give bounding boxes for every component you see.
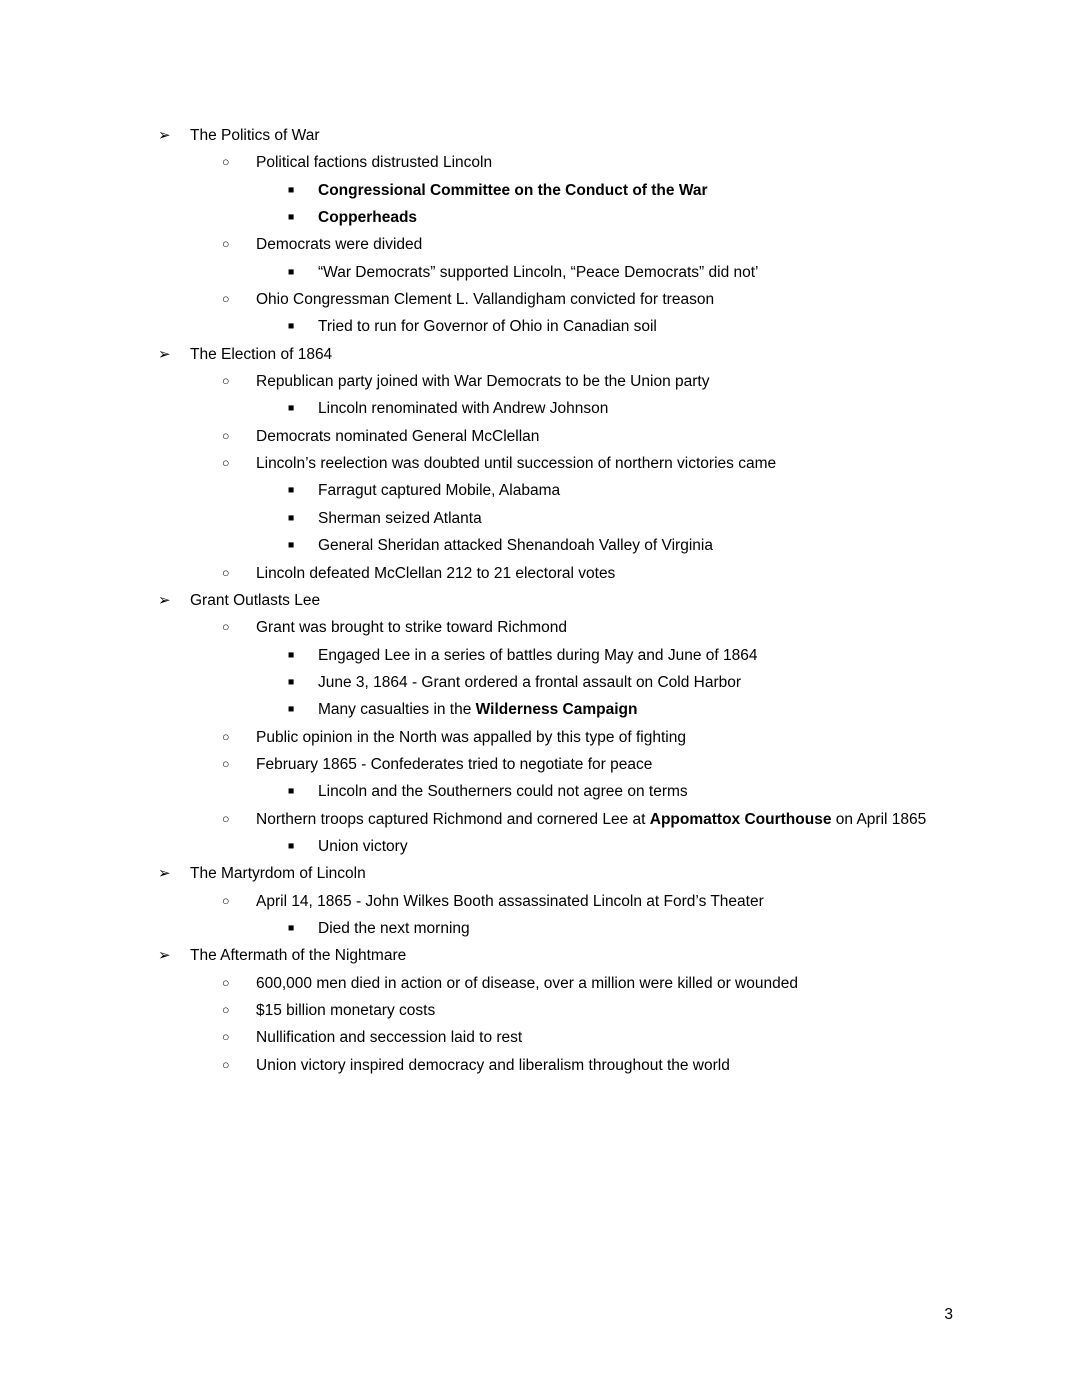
list-item	[0, 669, 1080, 696]
list-item-text: Public opinion in the North was appalled by this type of fighting	[256, 728, 686, 746]
list-item	[0, 177, 1080, 204]
list-item-text: “War Democrats” supported Lincoln, “Peace Democrats” did not’	[318, 263, 759, 281]
list-item	[0, 1024, 1080, 1051]
bullet-arrow-icon: ➢	[158, 345, 171, 363]
bullet-circle-icon: ○	[222, 756, 230, 771]
list-item	[0, 423, 1080, 450]
list-item	[0, 833, 1080, 860]
list-item	[0, 1052, 1080, 1079]
bullet-circle-icon: ○	[222, 456, 230, 471]
list-item-text: Farragut captured Mobile, Alabama	[318, 482, 561, 500]
bullet-list	[0, 122, 1080, 1079]
list-item-text: Congressional Committee on the Conduct of the War	[318, 181, 708, 199]
bullet-circle-icon: ○	[222, 155, 230, 170]
list-item-text: Engaged Lee in a series of battles during May and June of 1864	[318, 646, 758, 664]
list-item	[0, 450, 1080, 477]
list-item-text: $15 billion monetary costs	[256, 1002, 436, 1019]
list-item-text: February 1865 - Confederates tried to negotiate for peace	[256, 755, 653, 773]
list-item-text: Democrats nominated General McClellan	[256, 427, 540, 445]
list-item	[0, 259, 1080, 286]
list-item-text: Northern troops captured Richmond and cornered Lee at Appomattox Courthouse on April 1865	[256, 810, 927, 828]
bullet-square-icon: ■	[288, 183, 295, 196]
list-item-text: April 14, 1865 - John Wilkes Booth assassinated Lincoln at Ford’s Theater	[256, 892, 764, 910]
bullet-circle-icon: ○	[222, 1030, 230, 1045]
list-item	[0, 204, 1080, 231]
bullet-circle-icon: ○	[222, 1003, 230, 1017]
list-item	[0, 642, 1080, 669]
list-item-text: Lincoln’s reelection was doubted until succession of northern victories came	[256, 455, 777, 473]
bullet-square-icon: ■	[288, 648, 295, 661]
list-item-text: Tried to run for Governor of Ohio in Canadian soil	[318, 318, 657, 336]
list-item	[0, 477, 1080, 504]
list-item	[0, 724, 1080, 751]
list-item	[0, 122, 1080, 149]
list-item-text: Union victory	[318, 837, 408, 855]
bullet-square-icon: ■	[288, 839, 295, 852]
bullet-circle-icon: ○	[222, 893, 230, 908]
list-item-text: Many casualties in the Wilderness Campaign	[318, 701, 638, 719]
bullet-square-icon: ■	[288, 785, 295, 798]
page-number: 3	[944, 1306, 953, 1323]
list-item	[0, 505, 1080, 532]
bullet-square-icon: ■	[288, 703, 295, 716]
bullet-circle-icon: ○	[222, 729, 230, 744]
list-item	[0, 915, 1080, 942]
bullet-circle-icon: ○	[222, 975, 230, 990]
list-item	[0, 313, 1080, 340]
bullet-arrow-icon: ➢	[158, 591, 171, 609]
list-item-text: Democrats were divided	[256, 236, 423, 254]
list-item	[0, 231, 1080, 258]
list-item	[0, 942, 1080, 969]
bullet-arrow-icon: ➢	[158, 865, 171, 883]
list-item-text: Ohio Congressman Clement L. Vallandigham convicted for treason	[256, 291, 715, 309]
bullet-circle-icon: ○	[222, 1057, 230, 1072]
list-item	[0, 997, 1080, 1024]
bullet-arrow-icon: ➢	[158, 127, 171, 144]
bullet-circle-icon: ○	[222, 811, 230, 826]
bullet-circle-icon: ○	[222, 292, 230, 307]
list-item	[0, 860, 1080, 887]
bullet-square-icon: ■	[288, 539, 295, 552]
bullet-square-icon: ■	[288, 921, 295, 934]
list-item-text: The Aftermath of the Nightmare	[190, 947, 407, 965]
list-item-text: Sherman seized Atlanta	[318, 509, 482, 527]
list-item	[0, 778, 1080, 805]
list-item-text: Grant Outlasts Lee	[190, 591, 321, 609]
list-item-text: Copperheads	[318, 209, 418, 227]
list-item-text: Grant was brought to strike toward Richmond	[256, 619, 567, 637]
bullet-square-icon: ■	[288, 211, 295, 224]
bullet-square-icon: ■	[288, 402, 295, 415]
bullet-circle-icon: ○	[222, 620, 230, 635]
list-item	[0, 696, 1080, 723]
bullet-square-icon: ■	[288, 511, 295, 524]
list-item	[0, 888, 1080, 915]
list-item	[0, 806, 1080, 833]
list-item-text: The Election of 1864	[190, 345, 333, 363]
bullet-square-icon: ■	[288, 675, 295, 688]
list-item	[0, 532, 1080, 559]
list-item-text: Political factions distrusted Lincoln	[256, 154, 493, 172]
list-item	[0, 587, 1080, 614]
bullet-square-icon: ■	[288, 484, 295, 497]
list-item	[0, 395, 1080, 422]
list-item-text: Republican party joined with War Democrats to be the Union party	[256, 373, 710, 391]
bullet-circle-icon: ○	[222, 374, 230, 389]
list-item-text: Lincoln defeated McClellan 212 to 21 electoral votes	[256, 564, 616, 582]
bullet-square-icon: ■	[288, 320, 295, 333]
list-item	[0, 149, 1080, 176]
bullet-circle-icon: ○	[222, 237, 230, 252]
bullet-square-icon: ■	[288, 265, 295, 278]
list-item-text: June 3, 1864 - Grant ordered a frontal assault on Cold Harbor	[318, 673, 742, 691]
bullet-circle-icon: ○	[222, 565, 230, 580]
list-item-text: General Sheridan attacked Shenandoah Valley of Virginia	[318, 537, 713, 555]
list-item-text: 600,000 men died in action or of disease, over a million were killed or wounded	[256, 974, 798, 992]
list-item-text: The Politics of War	[190, 127, 320, 144]
list-item	[0, 341, 1080, 368]
list-item-text: Union victory inspired democracy and liberalism throughout the world	[256, 1056, 730, 1074]
list-item	[0, 560, 1080, 587]
list-item-text: The Martyrdom of Lincoln	[190, 865, 366, 883]
list-item	[0, 970, 1080, 997]
list-item	[0, 286, 1080, 313]
list-item	[0, 614, 1080, 641]
bullet-arrow-icon: ➢	[158, 947, 171, 965]
list-item	[0, 368, 1080, 395]
list-item-text: Lincoln and the Southerners could not agree on terms	[318, 783, 688, 801]
list-item	[0, 751, 1080, 778]
list-item-text: Died the next morning	[318, 919, 470, 937]
bullet-circle-icon: ○	[222, 428, 230, 443]
list-item-text: Nullification and seccession laid to rest	[256, 1029, 523, 1047]
list-item-text: Lincoln renominated with Andrew Johnson	[318, 400, 609, 418]
